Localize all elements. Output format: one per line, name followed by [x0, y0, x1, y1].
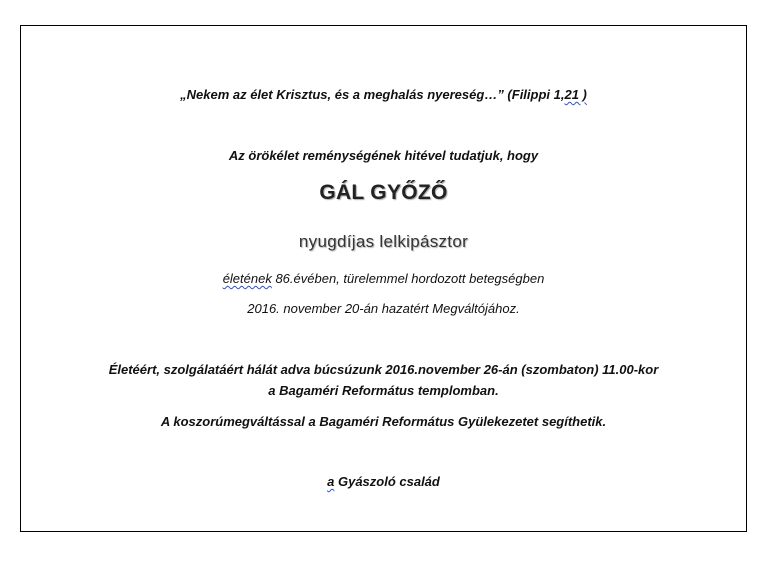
family-signature-text: Gyászoló család — [334, 474, 440, 489]
intro-line: Az örökélet reménységének hitével tudatjuk, hogy — [228, 148, 539, 163]
wreath-line: A koszorúmegváltással a Bagaméri Református Gyülekezetet segíthetik. — [160, 414, 607, 429]
funeral-line-2: a Bagaméri Református templomban. — [268, 383, 499, 398]
date-line: 2016. november 20-án hazatért Megváltójához. — [247, 301, 520, 316]
family-signature — [21, 474, 746, 489]
bible-quote — [21, 87, 746, 102]
family-signature-marked-word: a — [327, 474, 335, 489]
deceased-name: GÁL GYŐZŐ — [319, 181, 448, 204]
age-line — [21, 271, 746, 286]
document-page — [20, 25, 747, 532]
age-line-marked-word: életének — [222, 271, 272, 286]
bible-quote-text: „Nekem az élet Krisztus, és a meghalás nyereség…” (Filippi 1, — [180, 87, 565, 102]
deceased-title: nyugdíjas lelkipásztor — [298, 232, 469, 251]
bible-quote-reference: 21 ) — [564, 87, 587, 102]
funeral-line-1: Életéért, szolgálatáért hálát adva búcsúzunk 2016.november 26-án (szombaton) 11.00-kor — [108, 362, 659, 377]
age-line-text: 86.évében, türelemmel hordozott betegségben — [271, 271, 545, 286]
